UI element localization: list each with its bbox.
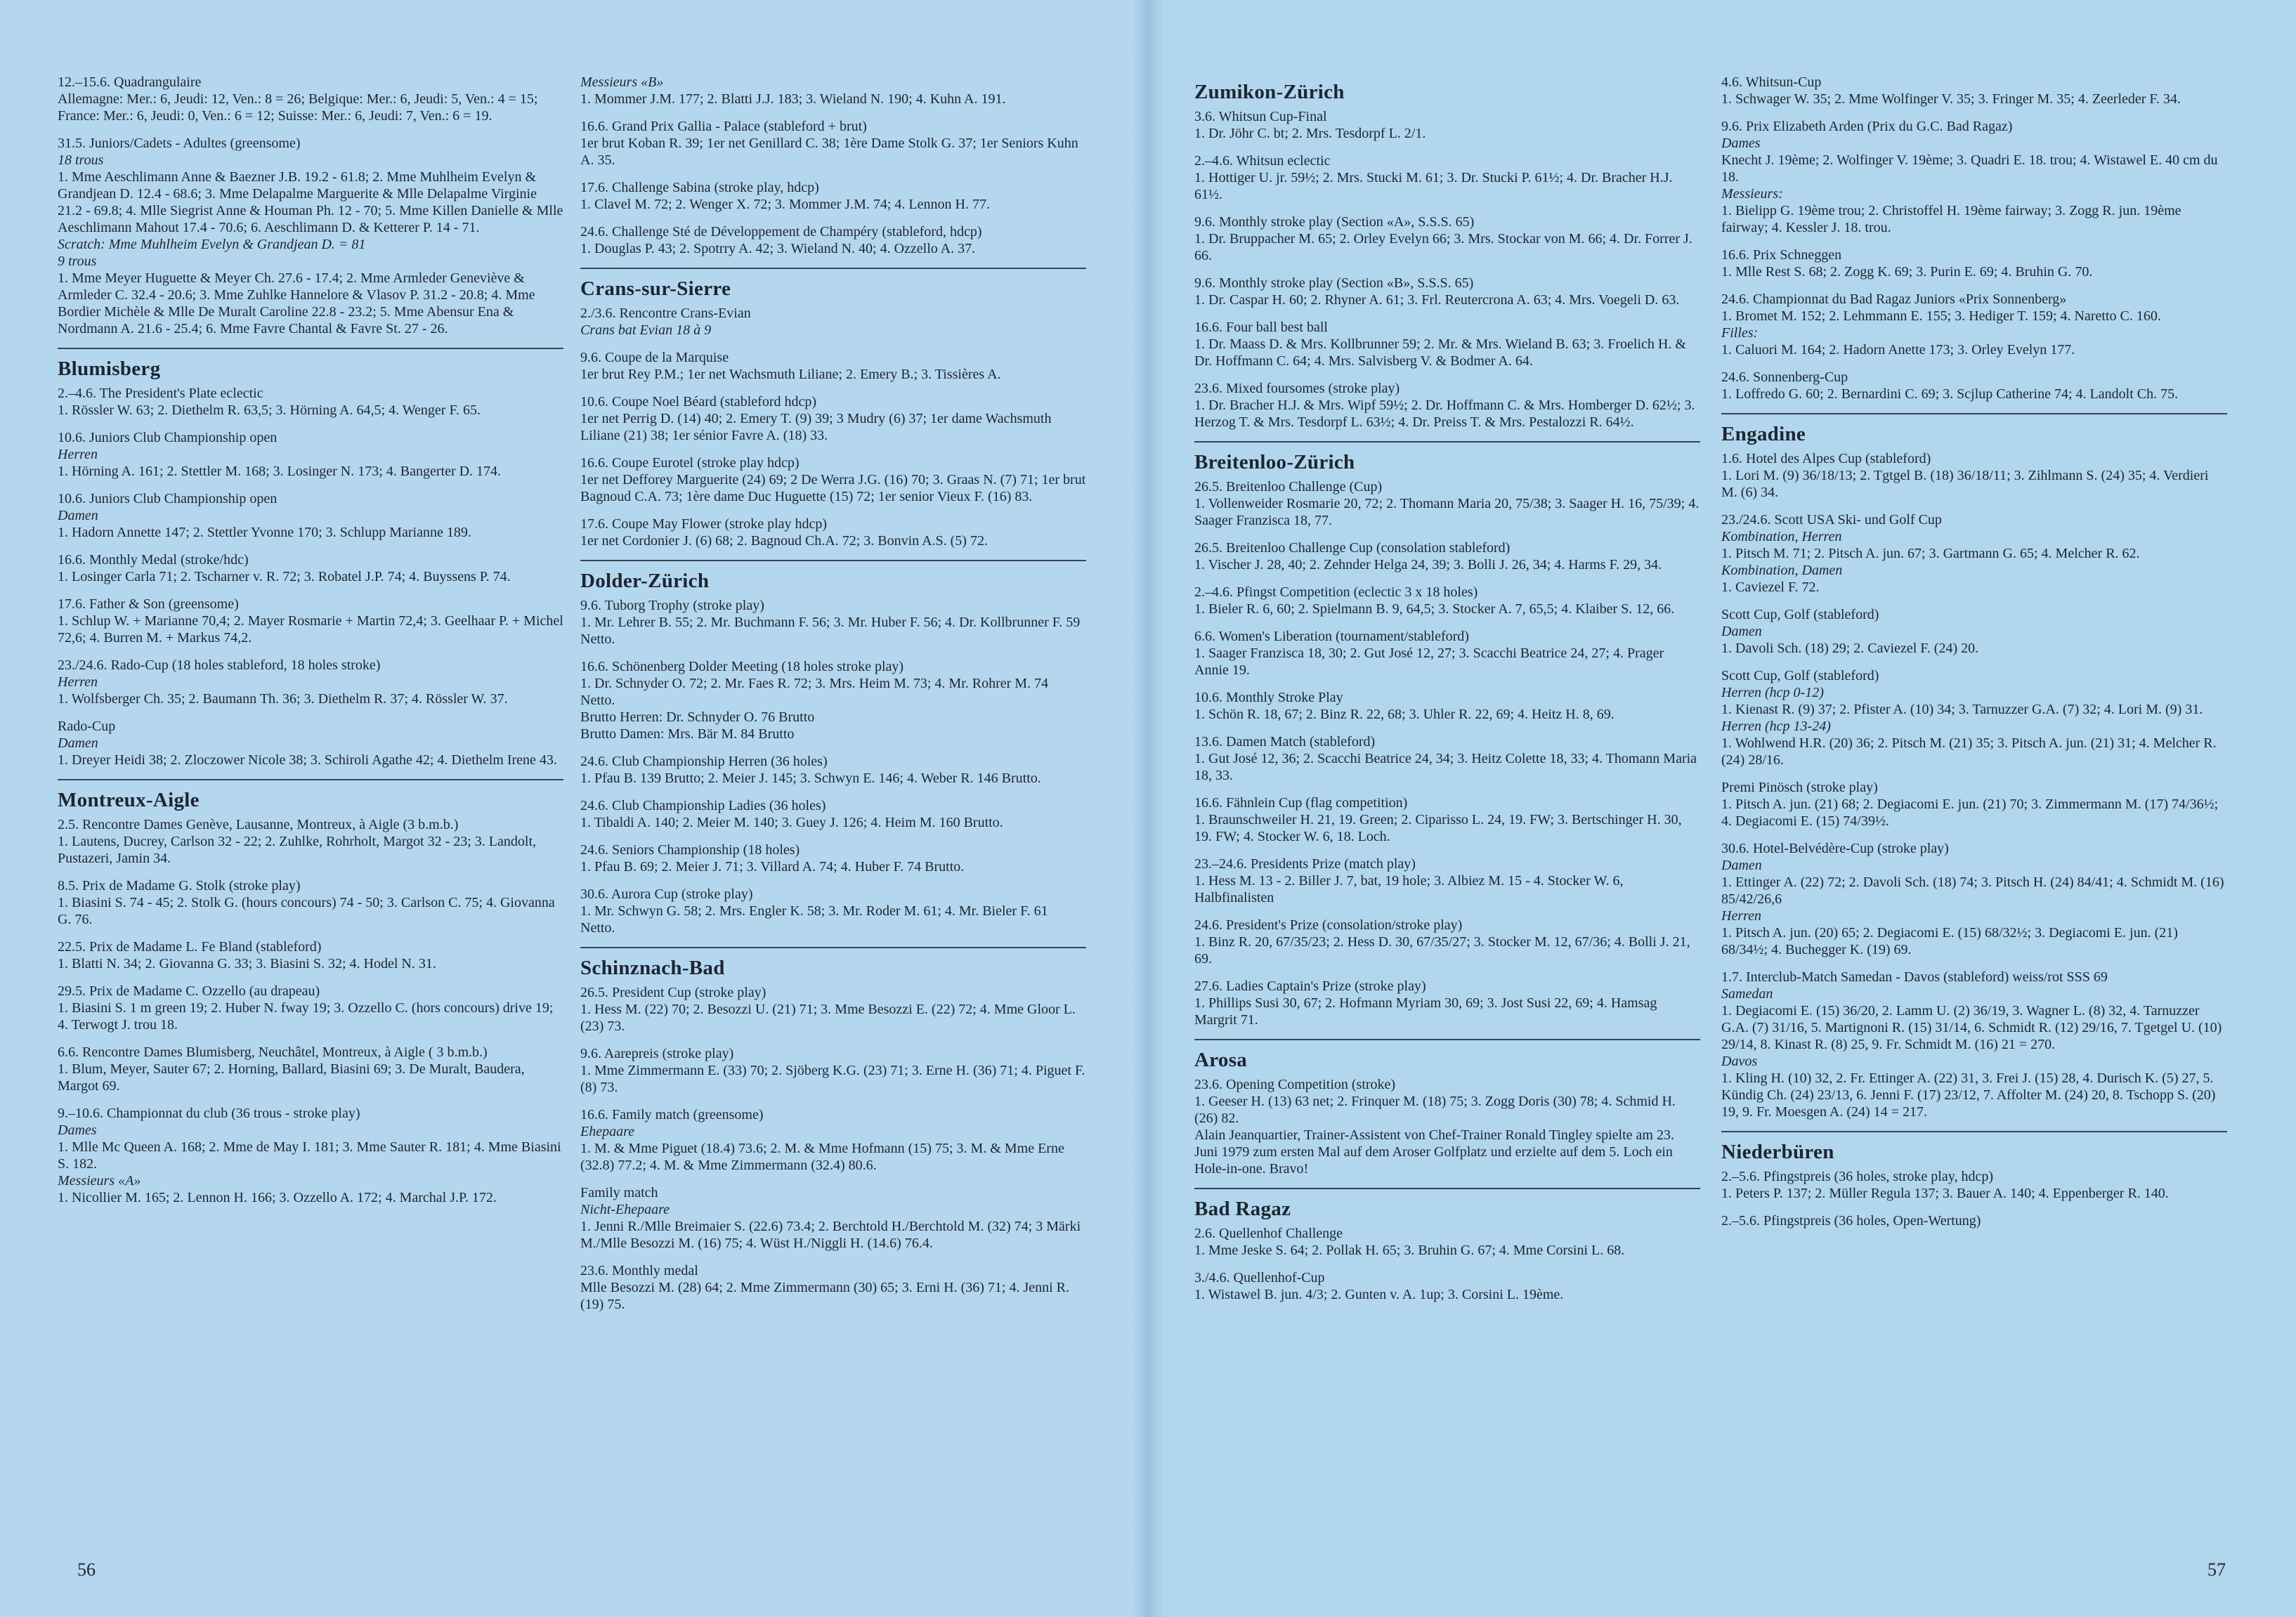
- event-entry: [1721, 247, 2227, 280]
- event-results: 1. Mme Zimmermann E. (33) 70; 2. Sjöberg K.G. (23) 71; 3. Erne H. (36) 71; 4. Piguet F. (8) 73.: [580, 1063, 1085, 1095]
- event-results: 1. Peters P. 137; 2. Müller Regula 137; 3. Bauer A. 140; 4. Eppenberger R. 140.: [1721, 1186, 2169, 1201]
- event-title: 31.5. Juniors/Cadets - Adultes (greensome): [58, 136, 301, 151]
- page-number-right: 57: [2207, 1559, 2226, 1580]
- event-entry: [58, 490, 563, 541]
- event-results: 1. Phillips Susi 30, 67; 2. Hofmann Myriam 30, 69; 3. Jost Susi 22, 69; 4. Hamsag Margrit 71.: [1194, 995, 1657, 1028]
- event-title: 24.6. Championnat du Bad Ragaz Juniors «Prix Sonnenberg»: [1721, 292, 2067, 307]
- event-results: 1. Dr. Schnyder O. 72; 2. Mr. Faes R. 72; 3. Mrs. Heim M. 73; 4. Mr. Rohrer M. 74 Netto.: [580, 676, 1049, 708]
- event-title: 3./4.6. Quellenhof-Cup: [1194, 1270, 1325, 1285]
- event-results: 1. Dr. Caspar H. 60; 2. Rhyner A. 61; 3. Frl. Reutercrona A. 63; 4. Mrs. Voegeli D. 63.: [1194, 292, 1680, 308]
- event-entry: [1194, 794, 1700, 845]
- event-category: Crans bat Evian 18 à 9: [580, 322, 712, 338]
- event-entry: [580, 1262, 1086, 1313]
- event-results: 1. Pfau B. 139 Brutto; 2. Meier J. 145; 3. Schwyn E. 146; 4. Weber R. 146 Brutto.: [580, 771, 1041, 786]
- event-title: 2.–4.6. Whitsun eclectic: [1194, 153, 1331, 169]
- event-entry: [580, 454, 1086, 505]
- event-entry: [1194, 1225, 1700, 1259]
- event-category: Damen: [1721, 624, 1762, 639]
- event-title: 12.–15.6. Quadrangulaire: [58, 74, 202, 90]
- event-category: Davos: [1721, 1054, 1758, 1069]
- event-results: 1. Hadorn Annette 147; 2. Stettler Yvonne 170; 3. Schlupp Marianne 189.: [58, 525, 471, 540]
- event-results: 1. Mr. Lehrer B. 55; 2. Mr. Buchmann F. 56; 3. Mr. Huber F. 56; 4. Dr. Kollbrunner F. 59 Netto.: [580, 615, 1081, 647]
- event-entry: [1721, 118, 2227, 236]
- event-title: 30.6. Aurora Cup (stroke play): [580, 886, 753, 902]
- event-category: Herren (hcp 13-24): [1721, 719, 1831, 734]
- event-results: 1. Bieler R. 6, 60; 2. Spielmann B. 9, 64,5; 3. Stocker A. 7, 65,5; 4. Klaiber S. 12, 66.: [1194, 601, 1675, 617]
- event-title: 2.5. Rencontre Dames Genève, Lausanne, Montreux, à Aigle (3 b.m.b.): [58, 817, 459, 832]
- event-results: 1. Losinger Carla 71; 2. Tscharner v. R. 72; 3. Robatel J.P. 74; 4. Buyssens P. 74.: [58, 569, 511, 584]
- event-title: Scott Cup, Golf (stableford): [1721, 668, 1879, 683]
- event-title: 17.6. Challenge Sabina (stroke play, hdcp): [580, 180, 819, 195]
- event-title: 2.–5.6. Pfingstpreis (36 holes, stroke play, hdcp): [1721, 1169, 1993, 1184]
- event-results: 1. Pfau B. 69; 2. Meier J. 71; 3. Villard A. 74; 4. Huber F. 74 Brutto.: [580, 859, 965, 875]
- event-results: 1. Bielipp G. 19ème trou; 2. Christoffel H. 19ème fairway; 3. Zogg R. jun. 19ème fairway; 4. Kessler J. 18. trou.: [1721, 203, 2181, 235]
- event-entry: [1194, 584, 1700, 617]
- event-entry: [58, 596, 563, 646]
- event-entry: [1194, 978, 1700, 1028]
- event-results: 1. Mme Jeske S. 64; 2. Pollak H. 65; 3. Bruhin G. 67; 4. Mme Corsini L. 68.: [1194, 1243, 1625, 1258]
- event-title: 6.6. Women's Liberation (tournament/stableford): [1194, 629, 1469, 644]
- event-results: 1er net Perrig D. (14) 40; 2. Emery T. (9) 39; 3 Mudry (6) 37; 1er dame Wachsmuth Liliane (21) 38; 1er sénior Favre A. (18) 33.: [580, 411, 1052, 443]
- event-category: Samedan: [1721, 986, 1773, 1002]
- event-results: 1. M. & Mme Piguet (18.4) 73.6; 2. M. & Mme Hofmann (15) 75; 3. M. & Mme Erne (32.8) 77.2; 4. M. & Mme Zimmermann (32.4) 80.6.: [580, 1141, 1064, 1173]
- event-results: 1. Hottiger U. jr. 59½; 2. Mrs. Stucki M. 61; 3. Dr. Stucki P. 61½; 4. Dr. Bracher H.J. 61½.: [1194, 170, 1673, 202]
- club-heading: Schinznach-Bad: [580, 957, 725, 979]
- event-entry: [1721, 1168, 2227, 1202]
- event-results: Knecht J. 19ème; 2. Wolfinger V. 19ème; 3. Quadri E. 18. trou; 4. Wistawel E. 40 cm du 18.: [1721, 152, 2218, 185]
- event-title: 9.6. Prix Elizabeth Arden (Prix du G.C. Bad Ragaz): [1721, 119, 2013, 134]
- event-results: 1. Braunschweiler H. 21, 19. Green; 2. Ciparisso L. 24, 19. FW; 3. Bertschinger H. 30, 19. FW; 4. Stocker W. 6, 18. Loch.: [1194, 812, 1682, 844]
- club-heading: Arosa: [1194, 1049, 1248, 1071]
- event-entry: [58, 429, 563, 480]
- section-rule: [1721, 413, 2227, 414]
- event-entry: [580, 597, 1086, 648]
- section-rule: [580, 560, 1086, 561]
- event-title: 9.6. Aarepreis (stroke play): [580, 1046, 734, 1061]
- event-title: 17.6. Coupe May Flower (stroke play hdcp): [580, 516, 828, 532]
- event-entry: [1721, 667, 2227, 768]
- event-entry: [1721, 1212, 2227, 1229]
- event-entry: [580, 753, 1086, 787]
- event-results: Mlle Besozzi M. (28) 64; 2. Mme Zimmermann (30) 65; 3. Erni H. (36) 71; 4. Jenni R. (19) 75.: [580, 1280, 1070, 1312]
- event-results: 1. Wolfsberger Ch. 35; 2. Baumann Th. 36; 3. Diethelm R. 37; 4. Rössler W. 37.: [58, 691, 508, 707]
- event-entry: [580, 1045, 1086, 1096]
- event-entry: [58, 718, 563, 768]
- event-title: 10.6. Juniors Club Championship open: [58, 430, 278, 445]
- event-results: 1. Loffredo G. 60; 2. Bernardini C. 69; 3. Scjlup Catherine 74; 4. Landolt Ch. 75.: [1721, 386, 2179, 402]
- event-title: 2.–4.6. The President's Plate eclectic: [58, 386, 263, 401]
- club-heading: Breitenloo-Zürich: [1194, 451, 1355, 473]
- club-heading: Montreux-Aigle: [58, 789, 200, 811]
- event-results: 1. Pitsch A. jun. (20) 65; 2. Degiacomi E. (15) 68/32½; 3. Degiacomi E. jun. (21) 68/34½; 4. Buchegger K. (19) 69.: [1721, 925, 2178, 957]
- event-title: 17.6. Father & Son (greensome): [58, 596, 239, 612]
- event-results: Brutto Damen: Mrs. Bär M. 84 Brutto: [580, 726, 795, 742]
- event-title: 16.6. Family match (greensome): [580, 1107, 764, 1122]
- event-results: 1. Lautens, Ducrey, Carlson 32 - 22; 2. Zuhlke, Rohrholt, Margot 32 - 23; 3. Landolt, Pustazeri, Jamin 34.: [58, 834, 537, 866]
- event-entry: [1194, 478, 1700, 529]
- event-results: 1. Mme Aeschlimann Anne & Baezner J.B. 19.2 - 61.8; 2. Mme Muhlheim Evelyn & Grandjean D. 12.4 - 68.6; 3. Mme Delapalme Marguerite & Mlle Delapalme Virginie 21.2 - 69.8; 4. Mlle Siegrist Anne & Houman Ph. 12 - 70; 5. Mme Killen Danielle & Mlle Aeschlimann Mahout 17.4 - 70.6; 6. Aeschlimann D. & Ketterer P. 14 - 71.: [58, 169, 563, 235]
- section-rule: [1721, 1131, 2227, 1132]
- event-entry: [1194, 733, 1700, 784]
- event-title: 26.5. Breitenloo Challenge (Cup): [1194, 479, 1383, 495]
- event-title: 9.–10.6. Championnat du club (36 trous - stroke play): [58, 1106, 360, 1121]
- event-entry: [58, 657, 563, 707]
- event-entry: [1194, 214, 1700, 264]
- event-entry: [1721, 840, 2227, 958]
- event-results: 1er net Defforey Marguerite (24) 69; 2 De Werra J.G. (16) 70; 3. Graas N. (7) 71; 1er brut Bagnoud C.A. 73; 1ère dame Duc Huguette (15) 72; 1er senior Vieux F. (16) 83.: [580, 472, 1086, 504]
- event-title: 16.6. Coupe Eurotel (stroke play hdcp): [580, 455, 800, 471]
- event-entry: [1194, 917, 1700, 967]
- event-results: 1. Blatti N. 34; 2. Giovanna G. 33; 3. Biasini S. 32; 4. Hodel N. 31.: [58, 956, 436, 971]
- event-entry: [58, 938, 563, 972]
- event-entry: [1194, 319, 1700, 369]
- event-title: 2./3.6. Rencontre Crans-Evian: [580, 306, 751, 321]
- event-title: 8.5. Prix de Madame G. Stolk (stroke play): [58, 878, 301, 893]
- event-results: 1. Mommer J.M. 177; 2. Blatti J.J. 183; 3. Wieland N. 190; 4. Kuhn A. 191.: [580, 91, 1006, 107]
- event-title: 23.6. Mixed foursomes (stroke play): [1194, 381, 1400, 396]
- event-title: 6.6. Rencontre Dames Blumisberg, Neuchâtel, Montreux, à Aigle ( 3 b.m.b.): [58, 1045, 488, 1060]
- event-category: Nicht-Ehepaare: [580, 1202, 670, 1217]
- event-entry: [1721, 450, 2227, 501]
- event-results: 1. Kling H. (10) 32, 2. Fr. Ettinger A. (22) 31, 3. Frei J. (15) 28, 4. Durisch K. (5) 27, 5. Kündig Ch. (24) 23/13, 6. Jenni F. (17) 23/12, 7. Affolter M. (24) 20, 8. Tschopp S. (20) 19, 9. Fr. Moesgen A. (24) 14 = 217.: [1721, 1071, 2216, 1120]
- event-category: Damen: [58, 735, 98, 751]
- event-results: 1. Kienast R. (9) 37; 2. Pfister A. (10) 34; 3. Tarnuzzer G.A. (7) 32; 4. Lori M. (9) 31.: [1721, 702, 2203, 717]
- event-results: Allemagne: Mer.: 6, Jeudi: 12, Ven.: 8 = 26; Belgique: Mer.: 6, Jeudi: 5, Ven.: 4 = 15; France: Mer.: 6, Jeudi: 0, Ven.: 6 = 12; Suisse: Mer.: 6, Jeudi: 7, Ven.: 6 = 19.: [58, 91, 538, 124]
- event-category: 9 trous: [58, 254, 97, 269]
- event-entry: [580, 305, 1086, 339]
- club-heading: Engadine: [1721, 423, 1806, 445]
- event-results: 1. Dr. Maass D. & Mrs. Kollbrunner 59; 2. Mr. & Mrs. Wieland B. 63; 3. Froelich H. & Dr. Hoffmann C. 64; 4. Mrs. Salvisberg V. & Bodmer A. 64.: [1194, 336, 1686, 369]
- event-title: 24.6. Sonnenberg-Cup: [1721, 369, 1848, 385]
- event-results: 1. Davoli Sch. (18) 29; 2. Caviezel F. (24) 20.: [1721, 641, 1979, 656]
- event-results: 1. Clavel M. 72; 2. Wenger X. 72; 3. Mommer J.M. 74; 4. Lennon H. 77.: [580, 197, 990, 212]
- event-title: 24.6. Club Championship Herren (36 holes): [580, 754, 828, 769]
- event-entry: [1194, 856, 1700, 906]
- section-rule: [1194, 1188, 1700, 1189]
- event-results: 1. Hörning A. 161; 2. Stettler M. 168; 3. Losinger N. 173; 4. Bangerter D. 174.: [58, 464, 502, 479]
- event-entry: [58, 877, 563, 928]
- section-rule: [580, 947, 1086, 948]
- event-title: 9.6. Tuborg Trophy (stroke play): [580, 598, 764, 613]
- event-title: 1.6. Hotel des Alpes Cup (stableford): [1721, 451, 1931, 466]
- event-entry: [580, 393, 1086, 444]
- event-title: 26.5. Breitenloo Challenge Cup (consolation stableford): [1194, 540, 1511, 556]
- event-category: Herren: [1721, 908, 1762, 924]
- event-results: 1. Blum, Meyer, Sauter 67; 2. Horning, Ballard, Biasini 69; 3. De Muralt, Baudera, Margot 69.: [58, 1061, 525, 1094]
- club-heading: Bad Ragaz: [1194, 1198, 1291, 1220]
- event-results: 1. Tibaldi A. 140; 2. Meier M. 140; 3. Guey J. 126; 4. Heim M. 160 Brutto.: [580, 815, 1003, 830]
- event-title: 2.–4.6. Pfingst Competition (eclectic 3 x 18 holes): [1194, 584, 1478, 600]
- event-title: Scott Cup, Golf (stableford): [1721, 607, 1879, 622]
- event-title: 24.6. President's Prize (consolation/stroke play): [1194, 917, 1463, 933]
- event-entry: [580, 516, 1086, 549]
- section-rule: [580, 268, 1086, 269]
- event-entry: [58, 1105, 563, 1206]
- event-title: 16.6. Four ball best ball: [1194, 320, 1328, 335]
- event-entry: [1194, 689, 1700, 723]
- event-entry: [58, 983, 563, 1033]
- event-results: 1. Vischer J. 28, 40; 2. Zehnder Helga 24, 39; 3. Bolli J. 26, 34; 4. Harms F. 29, 34.: [1194, 557, 1662, 572]
- page-gutter: [1133, 0, 1163, 1617]
- event-title: 16.6. Monthly Medal (stroke/hdc): [58, 552, 249, 568]
- event-entry: [1721, 779, 2227, 830]
- section-rule: [58, 348, 563, 349]
- event-entry: [1194, 108, 1700, 142]
- event-entry: [58, 551, 563, 585]
- event-results: 1. Biasini S. 74 - 45; 2. Stolk G. (hours concours) 74 - 50; 3. Carlson C. 75; 4. Giovanna G. 76.: [58, 895, 555, 927]
- event-title: 24.6. Club Championship Ladies (36 holes): [580, 798, 826, 813]
- column-1: [58, 74, 563, 1217]
- event-category: Filles:: [1721, 325, 1759, 341]
- event-title: 9.6. Monthly stroke play (Section «B», S.S.S. 65): [1194, 275, 1474, 291]
- event-title: 9.6. Monthly stroke play (Section «A», S.S.S. 65): [1194, 214, 1475, 230]
- event-entry: [580, 886, 1086, 936]
- event-title: 2.–5.6. Pfingstpreis (36 holes, Open-Wertung): [1721, 1213, 1981, 1229]
- event-title: 24.6. Seniors Championship (18 holes): [580, 842, 800, 858]
- event-category: Dames: [58, 1122, 97, 1138]
- event-results: Brutto Herren: Dr. Schnyder O. 76 Brutto: [580, 709, 815, 725]
- event-category: Damen: [58, 508, 98, 523]
- event-entry: [580, 1184, 1086, 1252]
- event-title: 9.6. Coupe de la Marquise: [580, 350, 729, 365]
- event-category: 18 trous: [58, 152, 104, 168]
- event-results: 1. Biasini S. 1 m green 19; 2. Huber N. fway 19; 3. Ozzello C. (hors concours) drive 19; 4. Terwogt J. trou 18.: [58, 1000, 554, 1033]
- event-results: 1. Lori M. (9) 36/18/13; 2. Tgtgel B. (18) 36/18/11; 3. Zihlmann S. (24) 35; 4. Verdieri M. (6) 34.: [1721, 468, 2209, 500]
- event-results: Alain Jeanquartier, Trainer-Assistent von Chef-Trainer Ronald Tingley spielte am 23. Juni 1979 zum ersten Mal auf dem Aroser Golfplatz und erzielte auf dem 5. Loch ein Hole-in-one. Bravo!: [1194, 1127, 1674, 1177]
- event-entry: [580, 1106, 1086, 1174]
- event-results: 1. Ettinger A. (22) 72; 2. Davoli Sch. (18) 74; 3. Pitsch H. (24) 84/41; 4. Schmidt M. (16) 85/42/26,6: [1721, 875, 2224, 907]
- event-title: 10.6. Juniors Club Championship open: [58, 491, 278, 506]
- event-results: 1. Schön R. 18, 67; 2. Binz R. 22, 68; 3. Uhler R. 22, 69; 4. Heitz H. 8, 69.: [1194, 707, 1615, 722]
- club-heading: Niederbüren: [1721, 1141, 1834, 1163]
- event-results: 1. Gut José 12, 36; 2. Scacchi Beatrice 24, 34; 3. Heitz Colette 18, 33; 4. Thomann Maria 18, 33.: [1194, 751, 1697, 783]
- event-results: 1. Mme Meyer Huguette & Meyer Ch. 27.6 - 17.4; 2. Mme Armleder Geneviève & Armleder C. 32.4 - 20.6; 3. Mme Zuhlke Hannelore & Vlasov P. 31.2 - 20.8; 4. Mme Bordier Michèle & Mlle De Muralt Caroline 22.8 - 23.2; 5. Mme Abensur Ena & Nordmann A. 21.6 - 25.4; 6. Mme Favre Chantal & Favre St. 27 - 26.: [58, 270, 535, 336]
- event-title: 23.–24.6. Presidents Prize (match play): [1194, 856, 1416, 872]
- event-entry: [580, 984, 1086, 1035]
- event-entry: [580, 842, 1086, 875]
- event-results: 1. Rössler W. 63; 2. Diethelm R. 63,5; 3. Hörning A. 64,5; 4. Wenger F. 65.: [58, 402, 481, 418]
- event-results: 1. Hess M. (22) 70; 2. Besozzi U. (21) 71; 3. Mme Besozzi E. (22) 72; 4. Mme Gloor L. (23) 73.: [580, 1002, 1076, 1034]
- club-heading: Blumisberg: [58, 358, 161, 380]
- event-results: 1. Mr. Schwyn G. 58; 2. Mrs. Engler K. 58; 3. Mr. Roder M. 61; 4. Mr. Bieler F. 61 Netto.: [580, 903, 1048, 936]
- event-results: 1. Pitsch M. 71; 2. Pitsch A. jun. 67; 3. Gartmann G. 65; 4. Melcher R. 62.: [1721, 546, 2140, 561]
- event-entry: [1721, 511, 2227, 596]
- event-category: Kombination, Herren: [1721, 529, 1842, 544]
- event-entry: [58, 1044, 563, 1094]
- event-title: Premi Pinösch (stroke play): [1721, 780, 1878, 795]
- event-results: 1. Dr. Jöhr C. bt; 2. Mrs. Tesdorpf L. 2/1.: [1194, 126, 1426, 141]
- event-title: 23./24.6. Rado-Cup (18 holes stableford, 18 holes stroke): [58, 657, 381, 673]
- event-entry: [1721, 74, 2227, 107]
- column-3: [1194, 74, 1700, 1314]
- event-title: 2.6. Quellenhof Challenge: [1194, 1226, 1343, 1241]
- event-entry: [1194, 628, 1700, 679]
- event-entry: [58, 74, 563, 124]
- event-results: 1. Schlup W. + Marianne 70,4; 2. Mayer Rosmarie + Martin 72,4; 3. Geelhaar P. + Michel 72,6; 4. Burren M. + Markus 74,2.: [58, 613, 563, 646]
- event-title: 23./24.6. Scott USA Ski- und Golf Cup: [1721, 512, 1942, 528]
- event-category: Damen: [1721, 858, 1762, 873]
- event-entry: [580, 797, 1086, 831]
- event-entry: [580, 118, 1086, 169]
- event-results: 1. Vollenweider Rosmarie 20, 72; 2. Thomann Maria 20, 75/38; 3. Saager H. 16, 75/39; 4. Saager Franzisca 18, 77.: [1194, 496, 1700, 528]
- event-entry: [1194, 380, 1700, 431]
- event-title: 30.6. Hotel-Belvédère-Cup (stroke play): [1721, 841, 1949, 856]
- event-title: 16.6. Prix Schneggen: [1721, 247, 1842, 263]
- event-results: 1. Dreyer Heidi 38; 2. Zloczower Nicole 38; 3. Schiroli Agathe 42; 4. Diethelm Irene 43.: [58, 752, 557, 768]
- event-category: Messieurs «B»: [580, 74, 664, 90]
- event-entry: [58, 135, 563, 337]
- event-title: 1.7. Interclub-Match Samedan - Davos (stableford) weiss/rot SSS 69: [1721, 969, 2108, 985]
- event-title: 16.6. Fähnlein Cup (flag competition): [1194, 795, 1408, 811]
- event-entry: [580, 223, 1086, 257]
- event-title: 24.6. Challenge Sté de Développement de Champéry (stableford, hdcp): [580, 224, 982, 240]
- event-category: Herren (hcp 0-12): [1721, 685, 1824, 700]
- event-results: 1. Dr. Bracher H.J. & Mrs. Wipf 59½; 2. Dr. Hoffmann C. & Mrs. Homberger D. 62½; 3. Herzog T. & Mrs. Tesdorpf L. 63½; 4. Dr. Preiss T. & Mrs. Pestalozzi R. 64½.: [1194, 398, 1695, 430]
- event-results: 1. Caviezel F. 72.: [1721, 580, 1820, 595]
- event-results: 1. Pitsch A. jun. (21) 68; 2. Degiacomi E. jun. (21) 70; 3. Zimmermann M. (17) 74/36½; 4. Degiacomi E. (15) 74/39½.: [1721, 797, 2219, 829]
- event-results: 1. Geeser H. (13) 63 net; 2. Frinquer M. (18) 75; 3. Zogg Doris (30) 78; 4. Schmid H. (26) 82.: [1194, 1094, 1676, 1126]
- event-results: 1. Mlle Rest S. 68; 2. Zogg K. 69; 3. Purin E. 69; 4. Bruhin G. 70.: [1721, 264, 2093, 280]
- event-title: 4.6. Whitsun-Cup: [1721, 74, 1822, 90]
- event-results: 1. Nicollier M. 165; 2. Lennon H. 166; 3. Ozzello A. 172; 4. Marchal J.P. 172.: [58, 1190, 497, 1205]
- event-entry: [1194, 539, 1700, 573]
- event-entry: [1194, 1076, 1700, 1177]
- club-heading: Crans-sur-Sierre: [580, 277, 731, 300]
- event-title: Rado-Cup: [58, 719, 116, 734]
- event-results: 1. Degiacomi E. (15) 36/20, 2. Lamm U. (2) 36/19, 3. Wagner L. (8) 32, 4. Tarnuzzer G.A. (7) 31/16, 5. Martignoni R. (15) 31/14, 6. Schmidt R. (12) 29/16, 7. Tgetgel U. (10) 29/14, 8. Kinast R. (8) 25, 9. Fr. Schmidt M. (16) 21 = 270.: [1721, 1003, 2222, 1052]
- event-results: 1. Hess M. 13 - 2. Biller J. 7, bat, 19 hole; 3. Albiez M. 15 - 4. Stocker W. 6, Halbfinalisten: [1194, 873, 1624, 905]
- event-results: 1. Binz R. 20, 67/35/23; 2. Hess D. 30, 67/35/27; 3. Stocker M. 12, 67/36; 4. Bolli J. 21, 69.: [1194, 934, 1690, 967]
- event-results: 1. Caluori M. 164; 2. Hadorn Anette 173; 3. Orley Evelyn 177.: [1721, 342, 2075, 358]
- page-number-left: 56: [77, 1559, 96, 1580]
- event-title: 23.6. Monthly medal: [580, 1263, 698, 1278]
- event-category: Herren: [58, 447, 98, 462]
- event-entry: [58, 816, 563, 867]
- event-title: 22.5. Prix de Madame L. Fe Bland (stableford): [58, 939, 322, 955]
- event-title: 27.6. Ladies Captain's Prize (stroke play): [1194, 978, 1426, 994]
- event-entry: [580, 179, 1086, 213]
- event-results: 1. Wistawel B. jun. 4/3; 2. Gunten v. A. 1up; 3. Corsini L. 19ème.: [1194, 1287, 1564, 1302]
- event-entry: [1194, 275, 1700, 308]
- column-2: [580, 74, 1086, 1323]
- event-title: 10.6. Coupe Noel Béard (stableford hdcp): [580, 394, 817, 410]
- event-category: Scratch: Mme Muhlheim Evelyn & Grandjean D. = 81: [58, 237, 366, 252]
- event-category: Messieurs «A»: [58, 1173, 141, 1189]
- event-entry: [580, 349, 1086, 383]
- event-category: Kombination, Damen: [1721, 563, 1843, 578]
- event-results: 1er brut Koban R. 39; 1er net Genillard C. 38; 1ère Dame Stolk G. 37; 1er Seniors Kuhn A. 35.: [580, 136, 1078, 168]
- event-title: 13.6. Damen Match (stableford): [1194, 734, 1376, 749]
- event-entry: [1194, 1269, 1700, 1303]
- event-results: 1. Wohlwend H.R. (20) 36; 2. Pitsch M. (21) 35; 3. Pitsch A. jun. (21) 31; 4. Melcher R. (24) 28/16.: [1721, 735, 2217, 768]
- event-title: 16.6. Schönenberg Dolder Meeting (18 holes stroke play): [580, 659, 904, 674]
- event-title: 23.6. Opening Competition (stroke): [1194, 1077, 1396, 1092]
- event-entry: [580, 658, 1086, 742]
- event-results: 1. Bromet M. 152; 2. Lehmmann E. 155; 3. Hediger T. 159; 4. Naretto C. 160.: [1721, 308, 2161, 324]
- club-heading: Zumikon-Zürich: [1194, 81, 1345, 103]
- event-results: 1er net Cordonier J. (6) 68; 2. Bagnoud Ch.A. 72; 3. Bonvin A.S. (5) 72.: [580, 533, 988, 549]
- event-title: 3.6. Whitsun Cup-Final: [1194, 109, 1327, 124]
- event-entry: [58, 385, 563, 419]
- event-results: 1er brut Rey P.M.; 1er net Wachsmuth Liliane; 2. Emery B.; 3. Tissières A.: [580, 367, 1001, 382]
- column-4: [1721, 74, 2227, 1240]
- event-entry: [1721, 606, 2227, 657]
- event-title: 16.6. Grand Prix Gallia - Palace (stableford + brut): [580, 119, 867, 134]
- section-rule: [1194, 441, 1700, 443]
- section-rule: [58, 779, 563, 780]
- event-category: Ehepaare: [580, 1124, 635, 1139]
- event-results: 1. Schwager W. 35; 2. Mme Wolfinger V. 35; 3. Fringer M. 35; 4. Zeerleder F. 34.: [1721, 91, 2181, 107]
- event-entry: [1194, 152, 1700, 203]
- event-results: 1. Jenni R./Mlle Breimaier S. (22.6) 73.4; 2. Berchtold H./Berchtold M. (32) 74; 3 Märki M./Mlle Besozzi M. (16) 75; 4. Wüst H./Niggli H. (14.6) 76.4.: [580, 1219, 1081, 1251]
- event-entry: [1721, 369, 2227, 402]
- event-category: Messieurs:: [1721, 186, 1783, 202]
- event-results: 1. Mlle Mc Queen A. 168; 2. Mme de May I. 181; 3. Mme Sauter R. 181; 4. Mme Biasini S. 182.: [58, 1139, 561, 1172]
- event-category: Herren: [58, 674, 98, 690]
- club-heading: Dolder-Zürich: [580, 570, 710, 592]
- event-results: 1. Saager Franzisca 18, 30; 2. Gut José 12, 27; 3. Scacchi Beatrice 24, 27; 4. Prager Annie 19.: [1194, 646, 1664, 678]
- section-rule: [1194, 1039, 1700, 1040]
- event-title: Family match: [580, 1185, 658, 1200]
- event-results: 1. Dr. Bruppacher M. 65; 2. Orley Evelyn 66; 3. Mrs. Stockar von M. 66; 4. Dr. Forrer J. 66.: [1194, 231, 1692, 263]
- event-title: 10.6. Monthly Stroke Play: [1194, 690, 1343, 705]
- event-entry: [1721, 969, 2227, 1120]
- event-title: 29.5. Prix de Madame C. Ozzello (au drapeau): [58, 983, 320, 999]
- event-category: Dames: [1721, 136, 1761, 151]
- event-title: 26.5. President Cup (stroke play): [580, 985, 767, 1000]
- event-entry: [580, 74, 1086, 107]
- event-entry: [1721, 291, 2227, 358]
- event-results: 1. Douglas P. 43; 2. Spotrry A. 42; 3. Wieland N. 40; 4. Ozzello A. 37.: [580, 241, 976, 256]
